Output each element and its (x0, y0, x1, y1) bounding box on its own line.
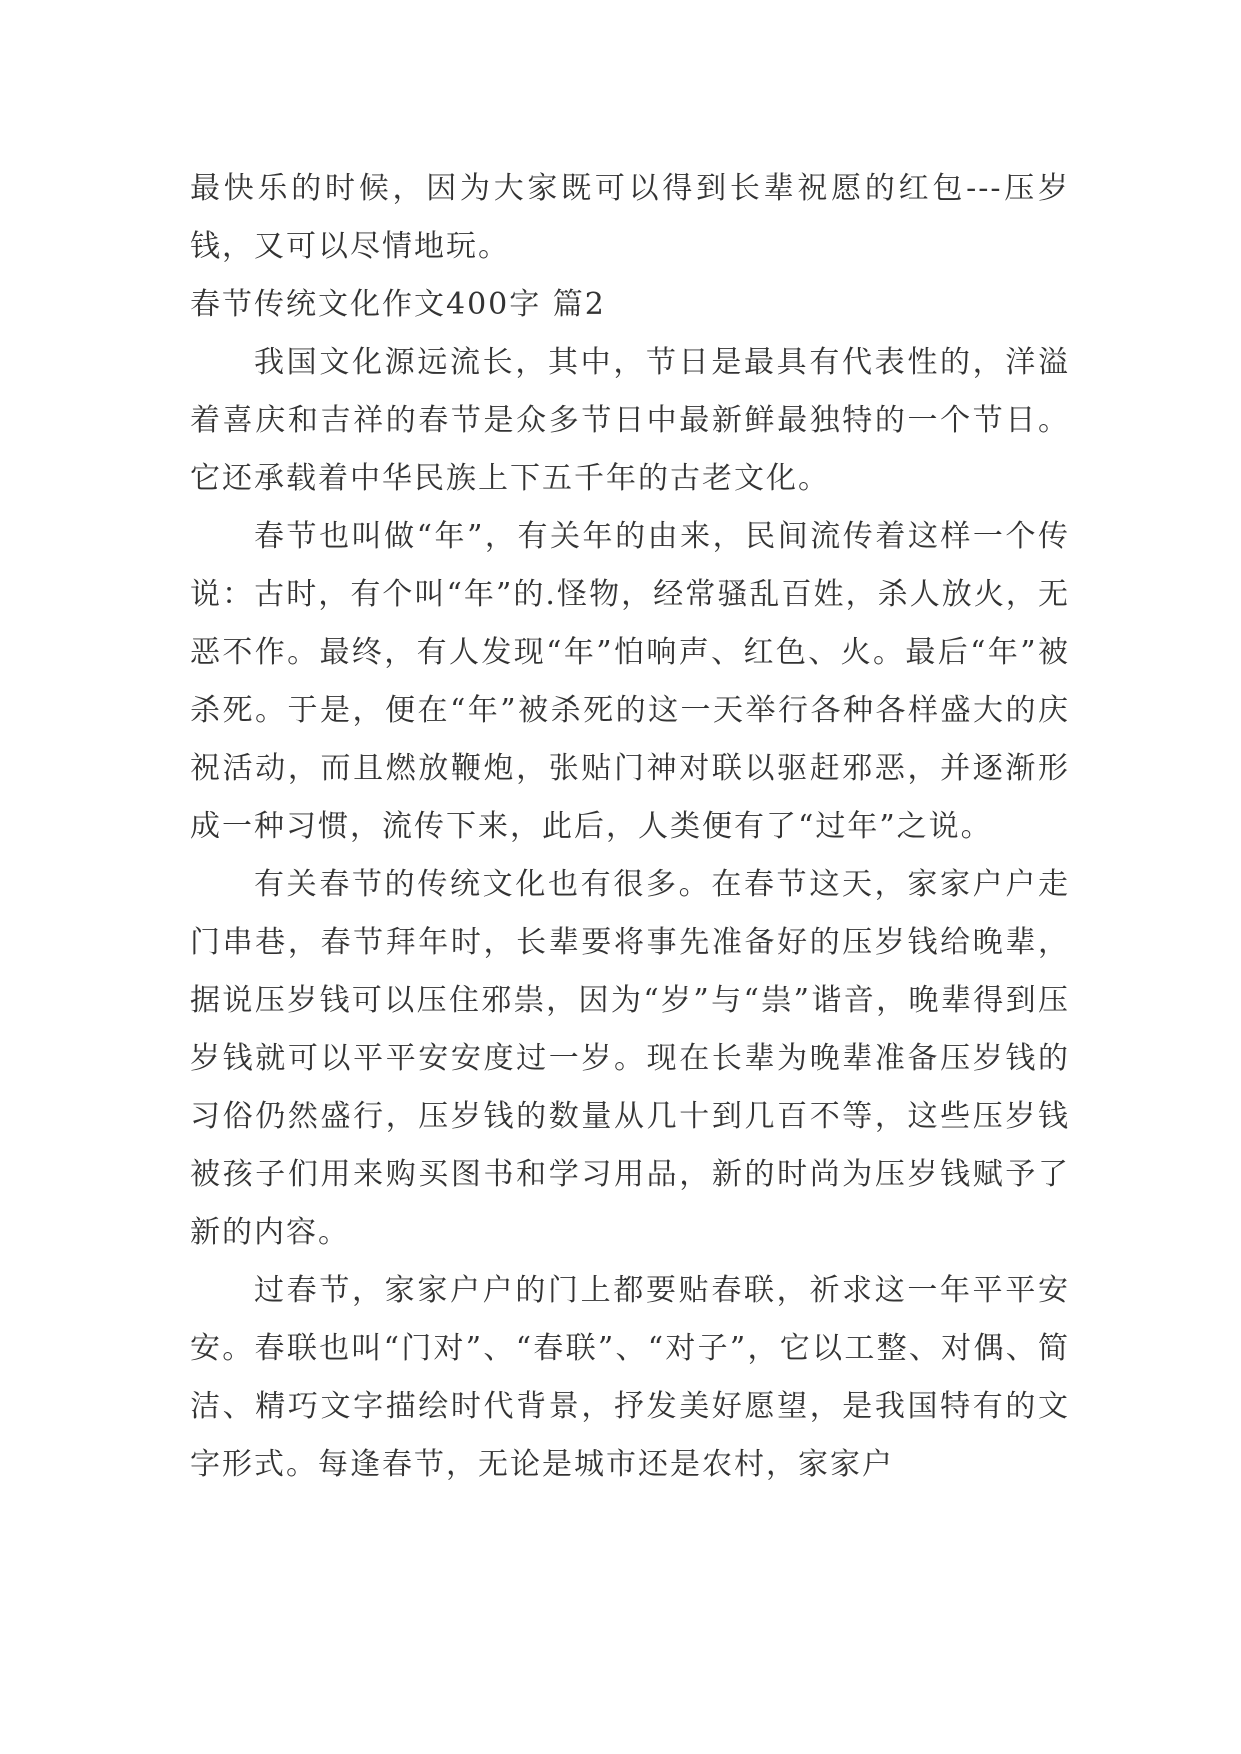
paragraph-continuation: 最快乐的时候，因为大家既可以得到长辈祝愿的红包---压岁钱，又可以尽情地玩。 (190, 171, 1070, 264)
paragraph-intro: 我国文化源远流长，其中，节日是最具有代表性的，洋溢着喜庆和吉祥的春节是众多节日中最新鲜最独特的一个节日。它还承载着中华民族上下五千年的古老文化。 (190, 345, 1070, 496)
section-heading: 春节传统文化作文400字 篇2 (190, 287, 606, 322)
paragraph-couplets: 过春节，家家户户的门上都要贴春联，祈求这一年平平安安。春联也叫“门对”、“春联”、“对子”，它以工整、对偶、简洁、精巧文字描绘时代背景，抒发美好愿望，是我国特有的文字形式。每逢春节，无论是城市还是农村，家家户 (190, 1273, 1070, 1482)
paragraph-red-envelope: 有关春节的传统文化也有很多。在春节这天，家家户户走门串巷，春节拜年时，长辈要将事先准备好的压岁钱给晚辈，据说压岁钱可以压住邪祟，因为“岁”与“祟”谐音，晚辈得到压岁钱就可以平平安安度过一岁。现在长辈为晚辈准备压岁钱的习俗仍然盛行，压岁钱的数量从几十到几百不等，这些压岁钱被孩子们用来购买图书和学习用品，新的时尚为压岁钱赋予了新的内容。 (190, 867, 1070, 1250)
paragraph-legend: 春节也叫做“年”，有关年的由来，民间流传着这样一个传说：古时，有个叫“年”的.怪物，经常骚乱百姓，杀人放火，无恶不作。最终，有人发现“年”怕响声、红色、火。最后“年”被杀死。于是，便在“年”被杀死的这一天举行各种各样盛大的庆祝活动，而且燃放鞭炮，张贴门神对联以驱赶邪恶，并逐渐形成一种习惯，流传下来，此后，人类便有了“过年”之说。 (190, 519, 1070, 844)
document-body (190, 160, 1070, 1494)
